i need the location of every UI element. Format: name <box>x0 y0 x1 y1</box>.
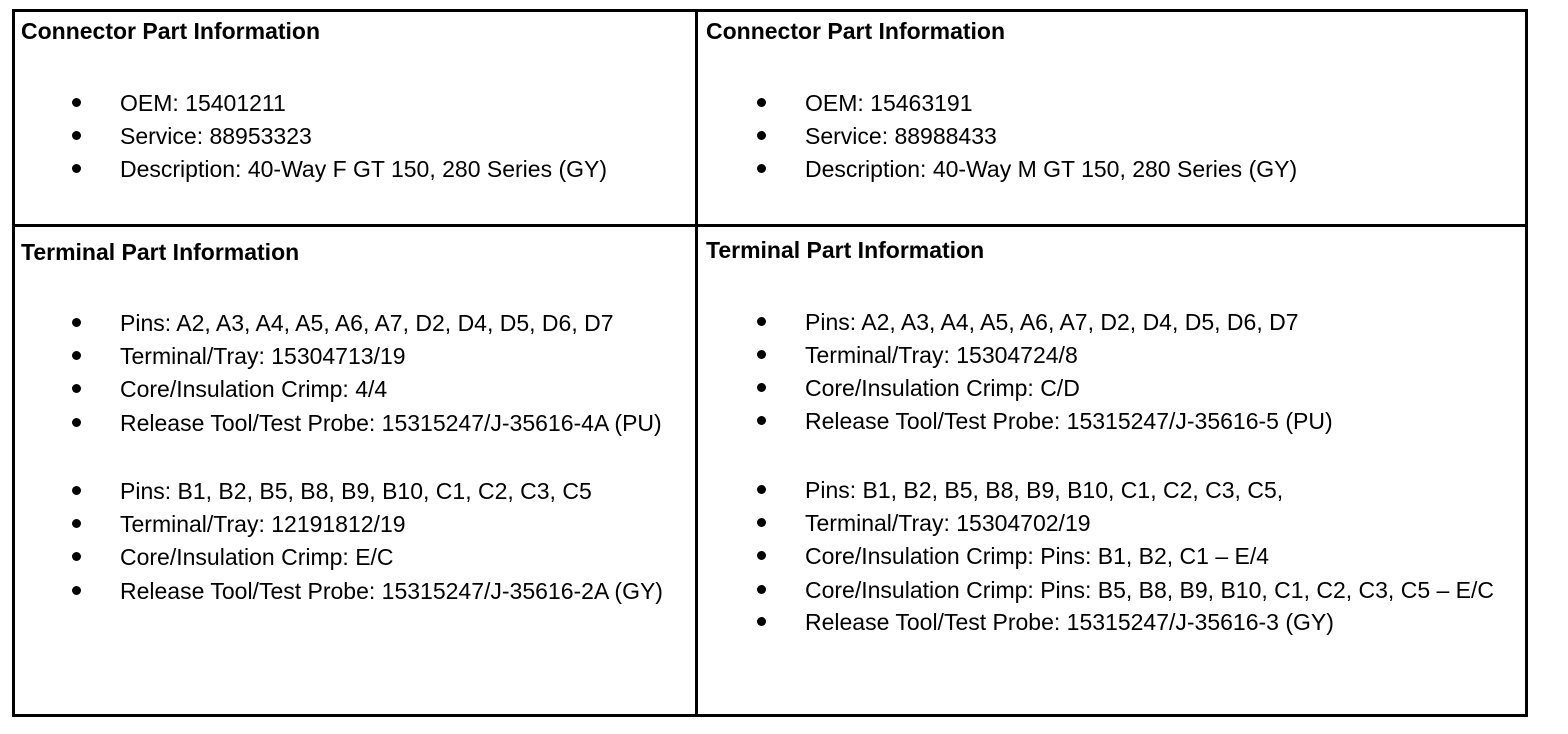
list-item: Release Tool/Test Probe: 15315247/J-35616-5 (PU) <box>805 405 1510 438</box>
list-item: Pins: A2, A3, A4, A5, A6, A7, D2, D4, D5, D6, D7 <box>120 307 675 340</box>
bullet-icon <box>72 98 81 107</box>
list-item: Core/Insulation Crimp: Pins: B5, B8, B9, B10, C1, C2, C3, C5 – E/C <box>805 575 1510 605</box>
bullet-icon <box>757 551 766 560</box>
bullet-icon <box>72 586 81 595</box>
terminal-left-title: Terminal Part Information <box>21 239 300 265</box>
terminal-right-list <box>805 306 1510 639</box>
bullet-icon <box>757 350 766 359</box>
list-item: Release Tool/Test Probe: 15315247/J-35616-2A (GY) <box>120 576 675 606</box>
connector-right-title: Connector Part Information <box>706 18 1006 44</box>
list-item: Description: 40-Way M GT 150, 280 Series (GY) <box>805 153 1505 186</box>
list-item: Service: 88988433 <box>805 120 1505 153</box>
list-item: Terminal/Tray: 15304702/19 <box>805 507 1510 540</box>
list-item: Terminal/Tray: 15304724/8 <box>805 339 1510 372</box>
bullet-icon <box>72 418 81 427</box>
connector-left-title: Connector Part Information <box>21 18 321 44</box>
list-spacer <box>805 438 1510 474</box>
bullet-icon <box>757 485 766 494</box>
list-item: Core/Insulation Crimp: E/C <box>120 541 675 574</box>
bullet-icon <box>72 318 81 327</box>
bullet-icon <box>757 383 766 392</box>
list-spacer <box>120 439 675 475</box>
bullet-icon <box>757 164 766 173</box>
list-item: Pins: B1, B2, B5, B8, B9, B10, C1, C2, C3, C5, <box>805 474 1510 507</box>
list-item: Terminal/Tray: 12191812/19 <box>120 508 675 541</box>
terminal-left-list <box>120 307 675 607</box>
list-item: Pins: A2, A3, A4, A5, A6, A7, D2, D4, D5, D6, D7 <box>805 306 1510 339</box>
bullet-icon <box>757 518 766 527</box>
list-item: Pins: B1, B2, B5, B8, B9, B10, C1, C2, C3, C5 <box>120 475 675 508</box>
list-item: Release Tool/Test Probe: 15315247/J-35616-4A (PU) <box>120 408 675 438</box>
list-item: Terminal/Tray: 15304713/19 <box>120 340 675 373</box>
bullet-icon <box>72 552 81 561</box>
bullet-icon <box>72 519 81 528</box>
list-item: OEM: 15463191 <box>805 87 1505 120</box>
column-divider <box>695 9 698 717</box>
list-item: Description: 40-Way F GT 150, 280 Series (GY) <box>120 153 680 186</box>
list-item: OEM: 15401211 <box>120 87 680 120</box>
bullet-icon <box>757 617 766 626</box>
bullet-icon <box>72 131 81 140</box>
list-item: Core/Insulation Crimp: 4/4 <box>120 373 675 406</box>
bullet-icon <box>72 351 81 360</box>
list-item: Core/Insulation Crimp: C/D <box>805 372 1510 405</box>
row-divider <box>12 224 1528 227</box>
bullet-icon <box>757 317 766 326</box>
connector-right-list <box>805 87 1505 186</box>
bullet-icon <box>757 585 766 594</box>
terminal-right-title: Terminal Part Information <box>706 237 985 263</box>
bullet-icon <box>72 164 81 173</box>
connector-left-list <box>120 87 680 186</box>
bullet-icon <box>757 131 766 140</box>
bullet-icon <box>757 98 766 107</box>
list-item: Release Tool/Test Probe: 15315247/J-35616-3 (GY) <box>805 606 1510 639</box>
list-item: Core/Insulation Crimp: Pins: B1, B2, C1 – E/4 <box>805 540 1510 573</box>
list-item: Service: 88953323 <box>120 120 680 153</box>
bullet-icon <box>72 486 81 495</box>
bullet-icon <box>72 384 81 393</box>
bullet-icon <box>757 416 766 425</box>
